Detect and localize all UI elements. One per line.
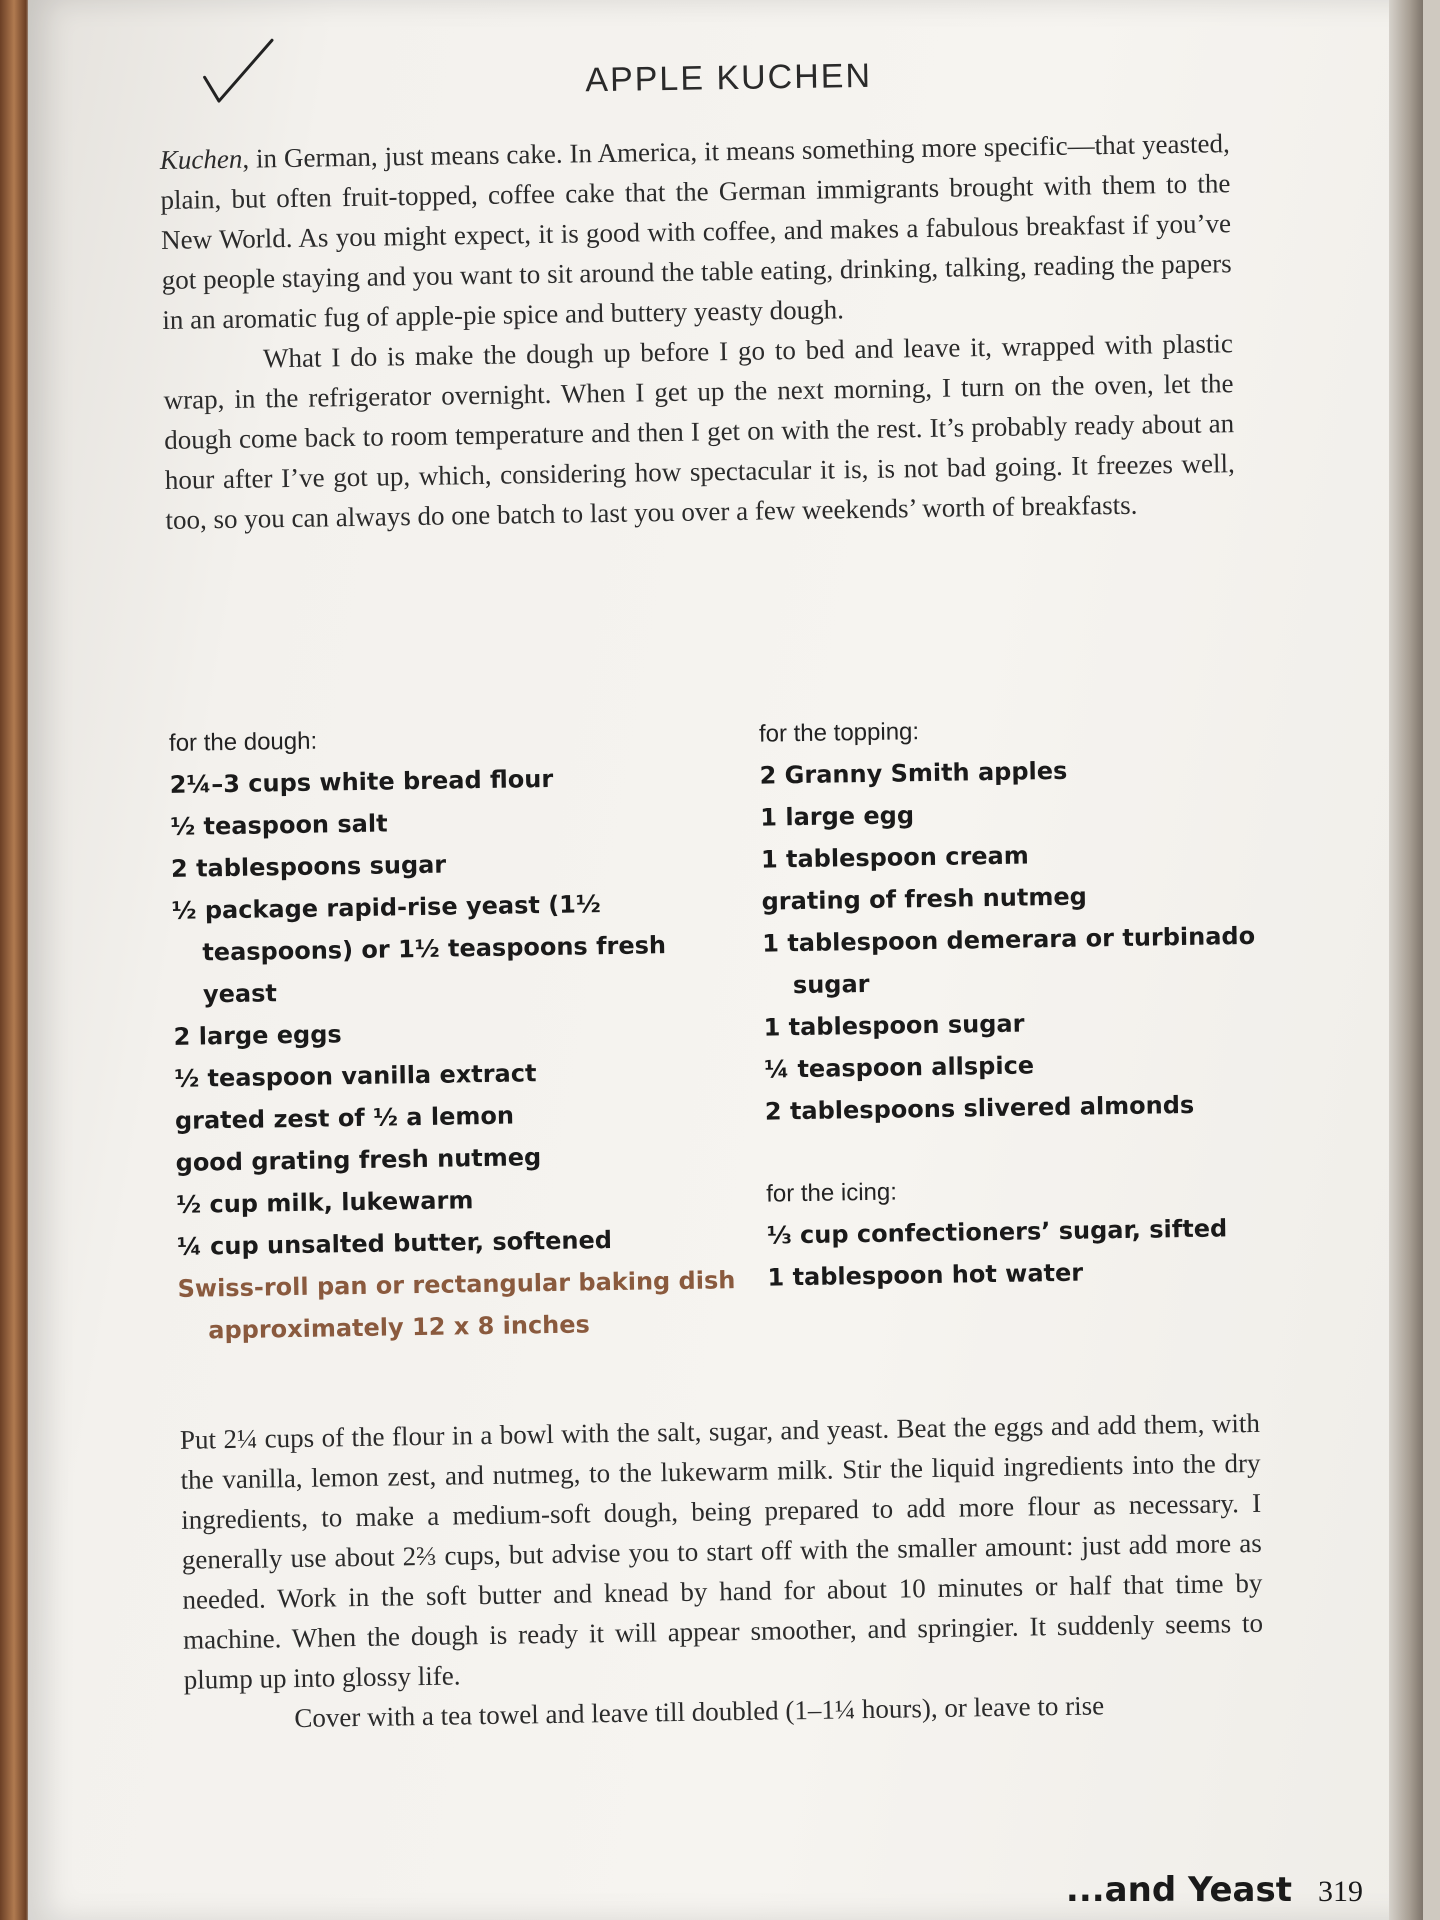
chapter-running-head: ...and Yeast (1065, 1870, 1292, 1910)
intro-paragraph-1-rest: , in German, just means cake. In America, it means something more specific—that yeasted, plain, but often fruit-topped, coffee cake that the German immigrants brought with them to the New World. As you might expect, it is good with coffee, and makes a fabulous breakfast if you’ve got people staying and you want to sit around the table eating, drinking, talking, reading the papers in an aromatic fug of apple-pie spice and buttery yeasty dough. (160, 128, 1232, 335)
intro-paragraph-1 (160, 123, 1233, 340)
method-paragraph-1: Put 2¼ cups of the flour in a bowl with the salt, sugar, and yeast. Beat the eggs and add them, with the vanilla, lemon zest, and nutmeg, to the lukewarm milk. Stir the liquid ingredients into the dry ingredients, to make a medium-soft dough, being prepared to add more flour as necessary. I generally use about 2⅔ cups, but advise you to start off with the smaller amount: just add more as needed. Work in the soft butter and knead by hand for about 10 minutes or half that time by machine. When the dough is ready it will appear smoother, and springier. It suddenly seems to plump up into glossy life. (179, 1407, 1264, 1695)
ingredient-item: ½ cup milk, lukewarm (176, 1186, 474, 1219)
page-number: 319 (1318, 1875, 1363, 1908)
page-footer (1066, 1870, 1363, 1910)
ingredient-item: grating of fresh nutmeg (761, 882, 1088, 916)
intro-paragraph-2: What I do is make the dough up before I go to bed and leave it, wrapped with plastic wrap, in the refrigerator overnight. When I get up the next morning, I turn on the oven, let the dough come back to room temperature and then I get on with the rest. It’s probably ready about an hour after I’ve got up, which, considering how spectacular it is, is not bad going. It freezes well, too, so you can always do one batch to last you over a few weekends’ worth of breakfasts. (163, 328, 1236, 535)
dough-ingredients (169, 721, 739, 1352)
ingredient-item: ½ package rapid-rise yeast (1½ teaspoons) or 1½ teaspoons fresh yeast (171, 890, 667, 1009)
ingredient-item: ½ teaspoon salt (170, 809, 388, 841)
intro-text (160, 123, 1236, 540)
ingredient-item: 1 tablespoon sugar (763, 1009, 1025, 1042)
book-page (28, 0, 1423, 1920)
topping-heading: for the topping: (758, 718, 920, 748)
topping-list (759, 746, 1285, 1132)
ingredient-item: ½ teaspoon vanilla extract (174, 1059, 537, 1093)
ingredient-item: 2 tablespoons sugar (170, 850, 447, 883)
ingredient-item: ⅓ cup confectioners’ sugar, sifted (766, 1214, 1228, 1250)
ingredient-item: ¼ teaspoon allspice (764, 1051, 1035, 1084)
method-paragraph-2: Cover with a tea towel and leave till doubled (1–1¼ hours), or leave to rise (294, 1690, 1105, 1734)
recipe-title: APPLE KUCHEN (585, 56, 873, 100)
ingredient-item: good grating fresh nutmeg (175, 1143, 542, 1177)
ingredient-item: 1 tablespoon hot water (767, 1258, 1084, 1292)
ingredient-item: grated zest of ½ a lemon (174, 1101, 515, 1135)
ingredient-item: 1 tablespoon demerara or turbinado sugar (762, 921, 1256, 1000)
intro-lead-word: Kuchen (159, 143, 243, 175)
section-gap (765, 1124, 1286, 1180)
ingredient-item: 2¼–3 cups white bread flour (169, 764, 554, 799)
book-spine (1389, 0, 1423, 1920)
dough-heading: for the dough: (168, 727, 318, 757)
ingredient-item: 1 large egg (760, 801, 915, 832)
page-content (158, 22, 1327, 1900)
equipment-item: Swiss-roll pan or rectangular baking dish approximately 12 x 8 inches (177, 1266, 736, 1345)
ingredient-item: 2 large eggs (173, 1020, 342, 1051)
ingredient-item: 1 tablespoon cream (760, 841, 1029, 874)
icing-heading: for the icing: (765, 1178, 898, 1208)
ingredient-item: 2 Granny Smith apples (759, 756, 1068, 790)
icing-list (767, 1206, 1288, 1298)
method-text (180, 1403, 1265, 1740)
topping-icing-ingredients (759, 712, 1288, 1298)
ingredient-item: 2 tablespoons slivered almonds (764, 1090, 1195, 1126)
dough-list (169, 755, 738, 1352)
ingredient-item: ¼ cup unsalted butter, softened (176, 1226, 613, 1261)
